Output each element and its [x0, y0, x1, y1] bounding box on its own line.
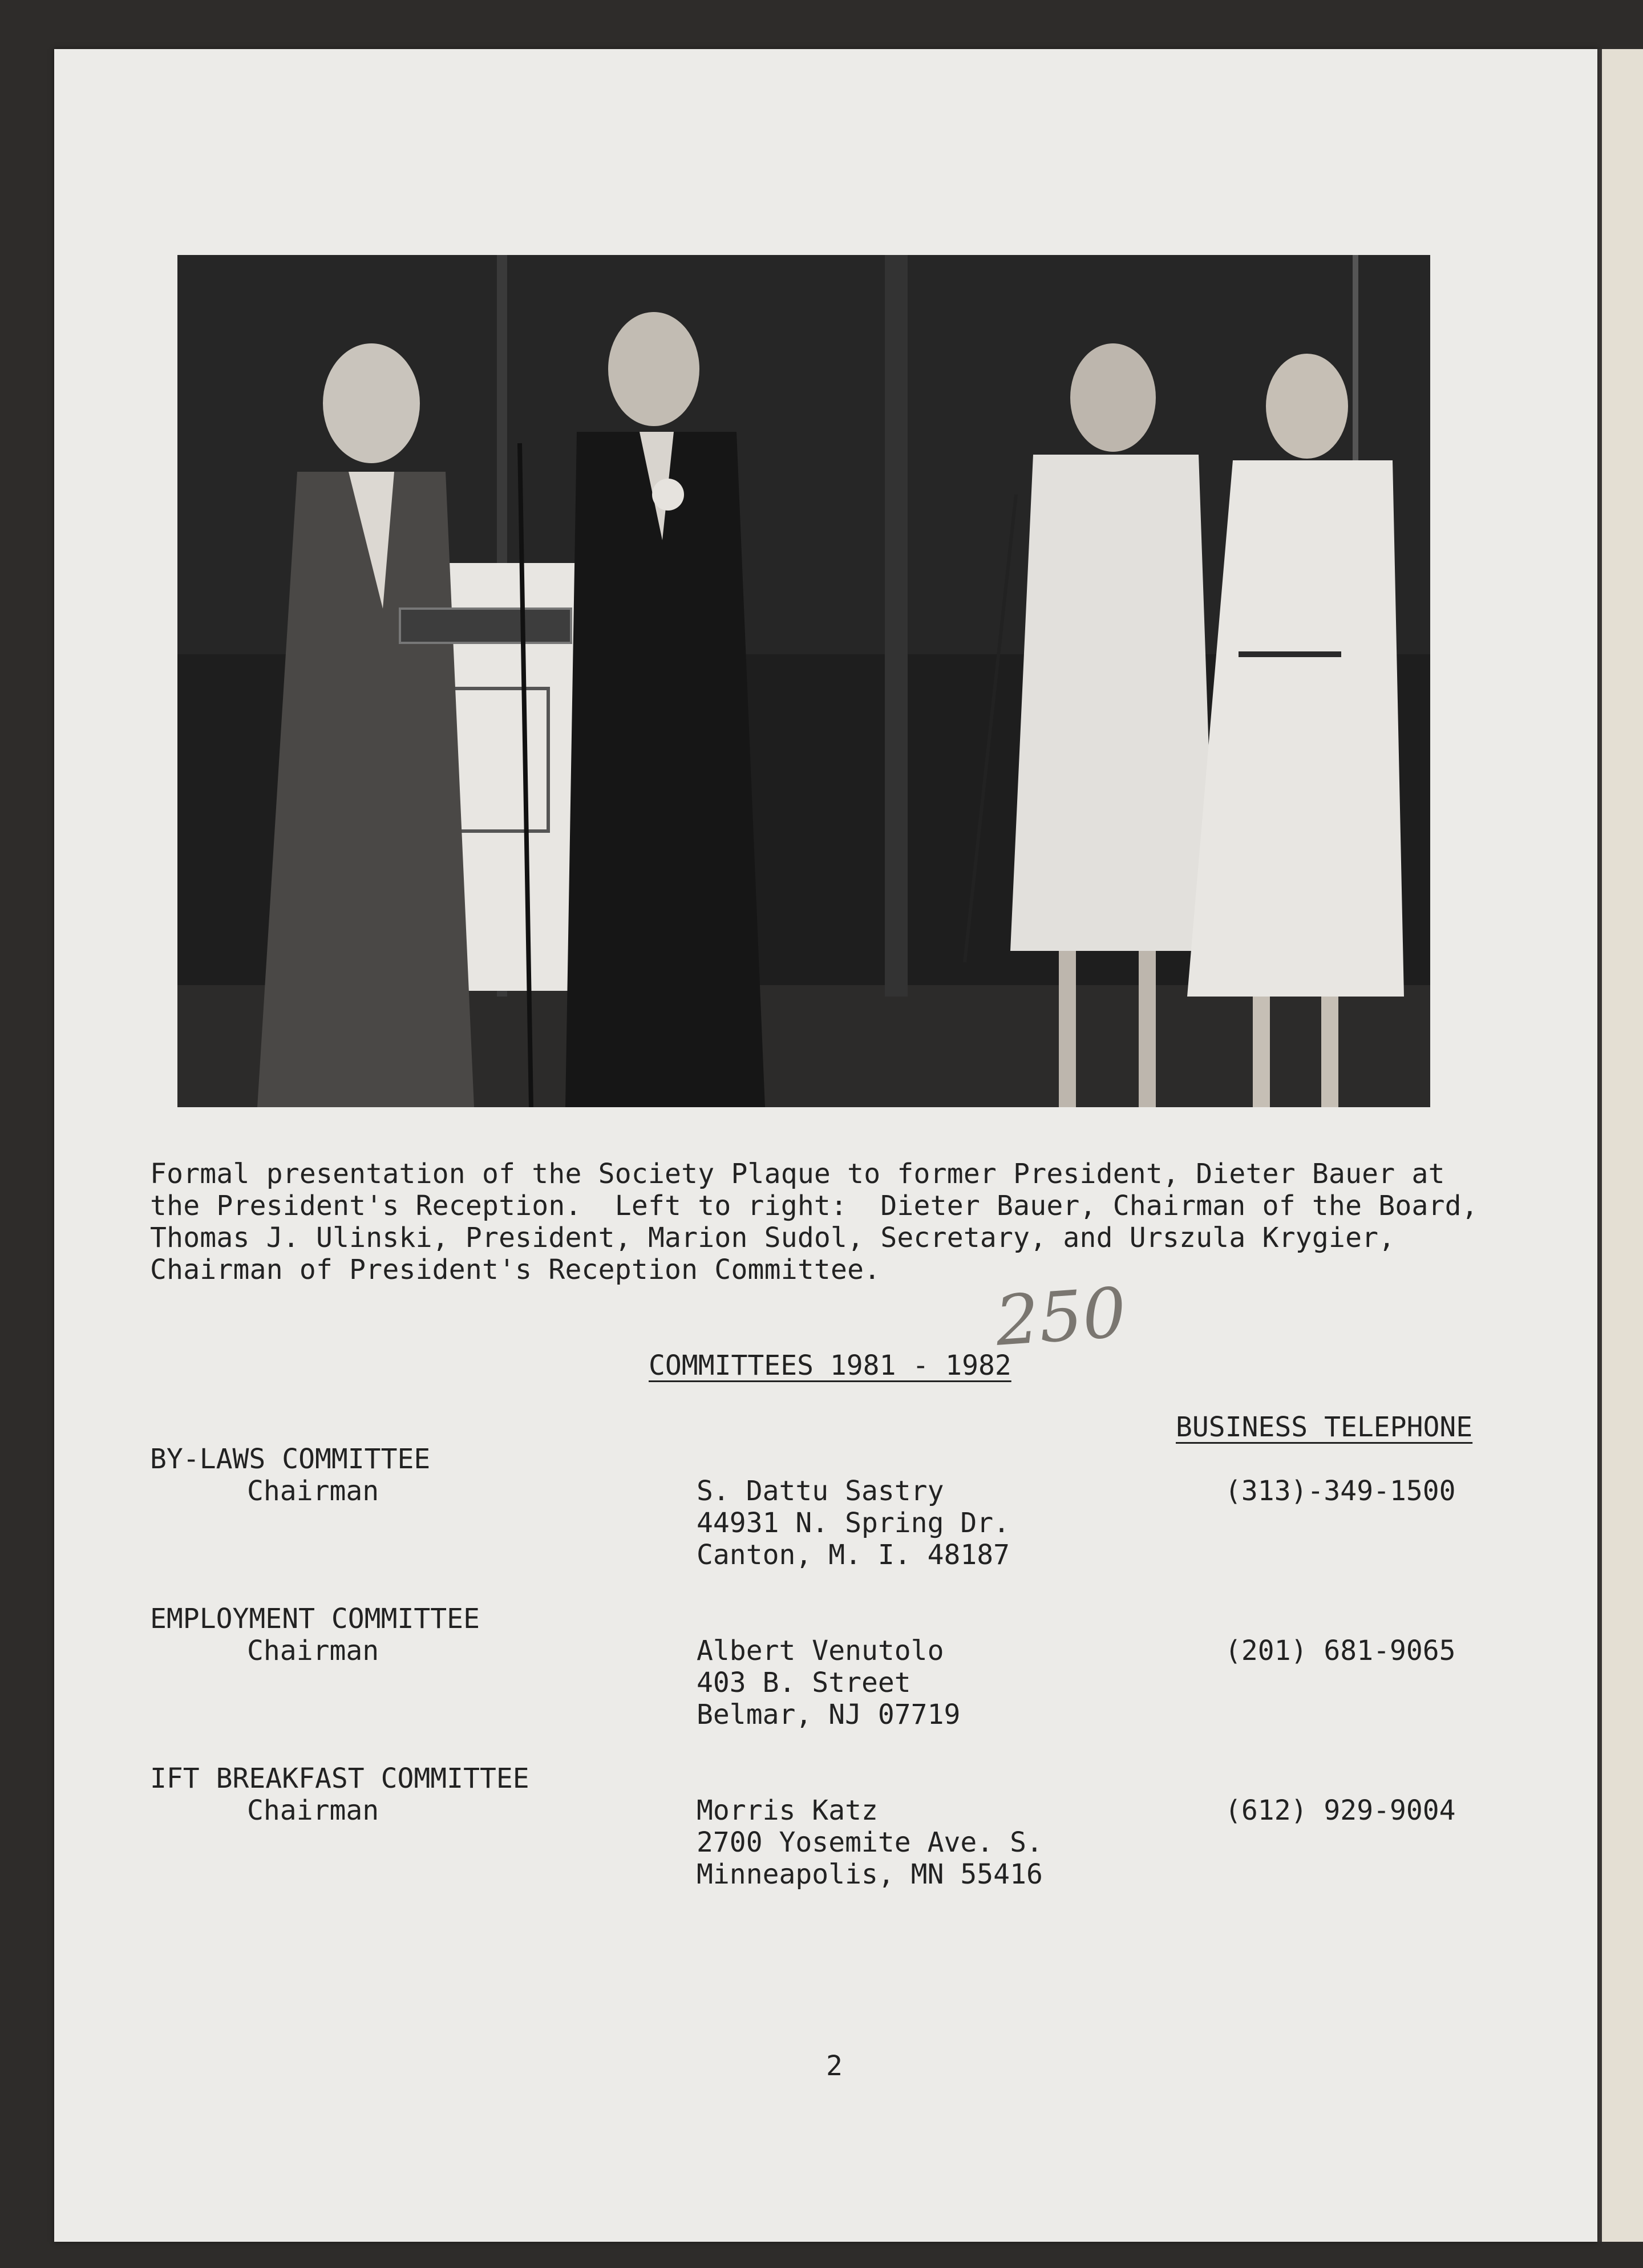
committee-address-line1: 2700 Yosemite Ave. S.	[697, 1826, 1043, 1858]
handwritten-page-note: 250	[993, 1273, 1129, 1362]
committees-heading: COMMITTEES 1981 - 1982	[649, 1350, 1011, 1382]
committee-address-line2: Minneapolis, MN 55416	[697, 1858, 1043, 1890]
committee-role: Chairman	[247, 1475, 379, 1507]
committee-phone: (313)-349-1500	[1225, 1475, 1456, 1507]
committee-address-line1: 403 B. Street	[697, 1667, 911, 1699]
reception-photo	[177, 255, 1430, 1107]
committee-name: IFT BREAKFAST COMMITTEE	[150, 1763, 529, 1795]
committee-person: S. Dattu Sastry	[697, 1475, 944, 1507]
committee-phone: (612) 929-9004	[1225, 1795, 1456, 1826]
committee-role: Chairman	[247, 1795, 379, 1826]
committee-address-line2: Canton, M. I. 48187	[697, 1539, 1010, 1571]
photo-caption: Formal presentation of the Society Plaque to former President, Dieter Bauer at the President's Reception. Left to right: Dieter Bauer, Chairman of the Board, Thomas J. Ulinski, President, Marion Sudol, Secretary, and Urszula Krygier, Chairman of President's Reception Committee.	[150, 1158, 1495, 1286]
committee-person: Morris Katz	[697, 1795, 878, 1826]
committee-name: EMPLOYMENT COMMITTEE	[150, 1603, 480, 1635]
committee-phone: (201) 681-9065	[1225, 1635, 1456, 1667]
committee-address-line2: Belmar, NJ 07719	[697, 1699, 961, 1731]
committee-name: BY-LAWS COMMITTEE	[150, 1443, 431, 1475]
adjacent-page-edge	[1602, 49, 1643, 2242]
business-telephone-header: BUSINESS TELEPHONE	[1176, 1411, 1473, 1443]
committee-person: Albert Venutolo	[697, 1635, 944, 1667]
committee-role: Chairman	[247, 1635, 379, 1667]
committee-address-line1: 44931 N. Spring Dr.	[697, 1507, 1010, 1539]
page-number: 2	[826, 2050, 843, 2082]
